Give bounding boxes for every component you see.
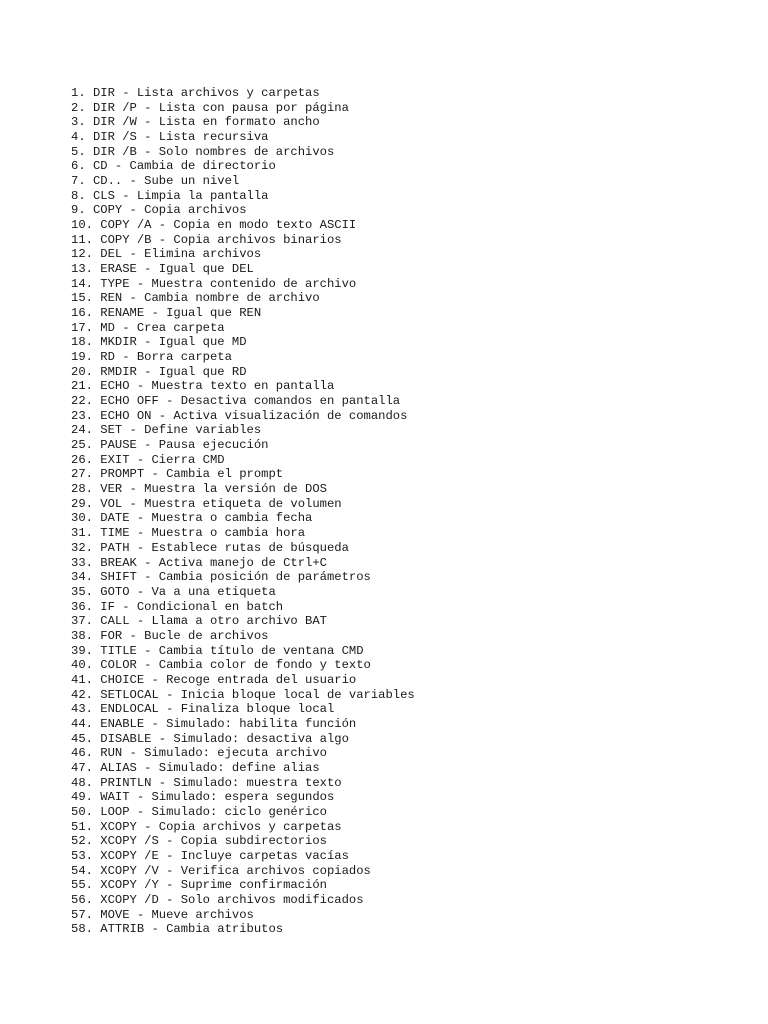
command-list-item: 57. MOVE - Mueve archivos <box>71 907 254 922</box>
command-list-item: 12. DEL - Elimina archivos <box>71 247 262 262</box>
command-list-item: 40. COLOR - Cambia color de fondo y texto <box>71 658 371 673</box>
command-list-item: 8. CLS - Limpia la pantalla <box>71 188 269 203</box>
command-list-item: 31. TIME - Muestra o cambia hora <box>71 526 306 541</box>
command-list-item: 5. DIR /B - Solo nombres de archivos <box>71 144 335 159</box>
command-list-item: 37. CALL - Llama a otro archivo BAT <box>71 614 327 629</box>
command-list-item: 42. SETLOCAL - Inicia bloque local de variables <box>71 687 415 702</box>
command-list-item: 35. GOTO - Va a una etiqueta <box>71 584 276 599</box>
command-list-item: 15. REN - Cambia nombre de archivo <box>71 291 320 306</box>
command-list-item: 16. RENAME - Igual que REN <box>71 306 262 321</box>
command-list-item: 28. VER - Muestra la versión de DOS <box>71 482 327 497</box>
command-list-item: 44. ENABLE - Simulado: habilita función <box>71 716 357 731</box>
command-list-item: 4. DIR /S - Lista recursiva <box>71 130 269 145</box>
command-list-item: 11. COPY /B - Copia archivos binarios <box>71 232 342 247</box>
command-list-item: 10. COPY /A - Copia en modo texto ASCII <box>71 218 357 233</box>
command-list-item: 26. EXIT - Cierra CMD <box>71 452 225 467</box>
command-list-item: 39. TITLE - Cambia título de ventana CMD <box>71 643 364 658</box>
command-list-item: 55. XCOPY /Y - Suprime confirmación <box>71 878 327 893</box>
command-list-item: 53. XCOPY /E - Incluye carpetas vacías <box>71 848 349 863</box>
command-list-item: 51. XCOPY - Copia archivos y carpetas <box>71 819 342 834</box>
command-list-item: 34. SHIFT - Cambia posición de parámetros <box>71 570 371 585</box>
command-list-item: 38. FOR - Bucle de archivos <box>71 628 269 643</box>
command-list-item: 7. CD.. - Sube un nivel <box>71 174 240 189</box>
command-list-item: 56. XCOPY /D - Solo archivos modificados <box>71 892 364 907</box>
command-list-item: 52. XCOPY /S - Copia subdirectorios <box>71 834 327 849</box>
command-list-item: 30. DATE - Muestra o cambia fecha <box>71 511 313 526</box>
command-list-item: 36. IF - Condicional en batch <box>71 599 284 614</box>
command-list-item: 49. WAIT - Simulado: espera segundos <box>71 790 335 805</box>
command-list-item: 19. RD - Borra carpeta <box>71 350 232 365</box>
command-list-item: 2. DIR /P - Lista con pausa por página <box>71 100 349 115</box>
command-list <box>71 86 415 937</box>
command-list-item: 17. MD - Crea carpeta <box>71 320 225 335</box>
command-list-item: 48. PRINTLN - Simulado: muestra texto <box>71 775 342 790</box>
command-list-item: 24. SET - Define variables <box>71 423 262 438</box>
command-list-item: 6. CD - Cambia de directorio <box>71 159 276 174</box>
command-list-item: 47. ALIAS - Simulado: define alias <box>71 760 320 775</box>
command-list-item: 41. CHOICE - Recoge entrada del usuario <box>71 672 357 687</box>
command-list-item: 20. RMDIR - Igual que RD <box>71 364 247 379</box>
command-list-item: 18. MKDIR - Igual que MD <box>71 335 247 350</box>
command-list-item: 21. ECHO - Muestra texto en pantalla <box>71 379 335 394</box>
command-list-item: 50. LOOP - Simulado: ciclo genérico <box>71 804 327 819</box>
command-list-item: 13. ERASE - Igual que DEL <box>71 262 254 277</box>
command-list-item: 22. ECHO OFF - Desactiva comandos en pantalla <box>71 394 401 409</box>
command-list-item: 33. BREAK - Activa manejo de Ctrl+C <box>71 555 327 570</box>
command-list-item: 29. VOL - Muestra etiqueta de volumen <box>71 496 342 511</box>
command-list-item: 45. DISABLE - Simulado: desactiva algo <box>71 731 349 746</box>
command-list-item: 32. PATH - Establece rutas de búsqueda <box>71 540 349 555</box>
command-list-item: 25. PAUSE - Pausa ejecución <box>71 438 269 453</box>
command-list-item: 14. TYPE - Muestra contenido de archivo <box>71 276 357 291</box>
command-list-item: 46. RUN - Simulado: ejecuta archivo <box>71 746 327 761</box>
command-list-item: 1. DIR - Lista archivos y carpetas <box>71 86 320 100</box>
command-list-item: 3. DIR /W - Lista en formato ancho <box>71 115 320 130</box>
command-list-item: 27. PROMPT - Cambia el prompt <box>71 467 284 482</box>
command-list-item: 54. XCOPY /V - Verifica archivos copiados <box>71 863 371 878</box>
command-list-item: 58. ATTRIB - Cambia atributos <box>71 922 284 937</box>
command-list-item: 23. ECHO ON - Activa visualización de comandos <box>71 408 408 423</box>
command-list-item: 9. COPY - Copia archivos <box>71 203 247 218</box>
command-list-item: 43. ENDLOCAL - Finaliza bloque local <box>71 702 335 717</box>
